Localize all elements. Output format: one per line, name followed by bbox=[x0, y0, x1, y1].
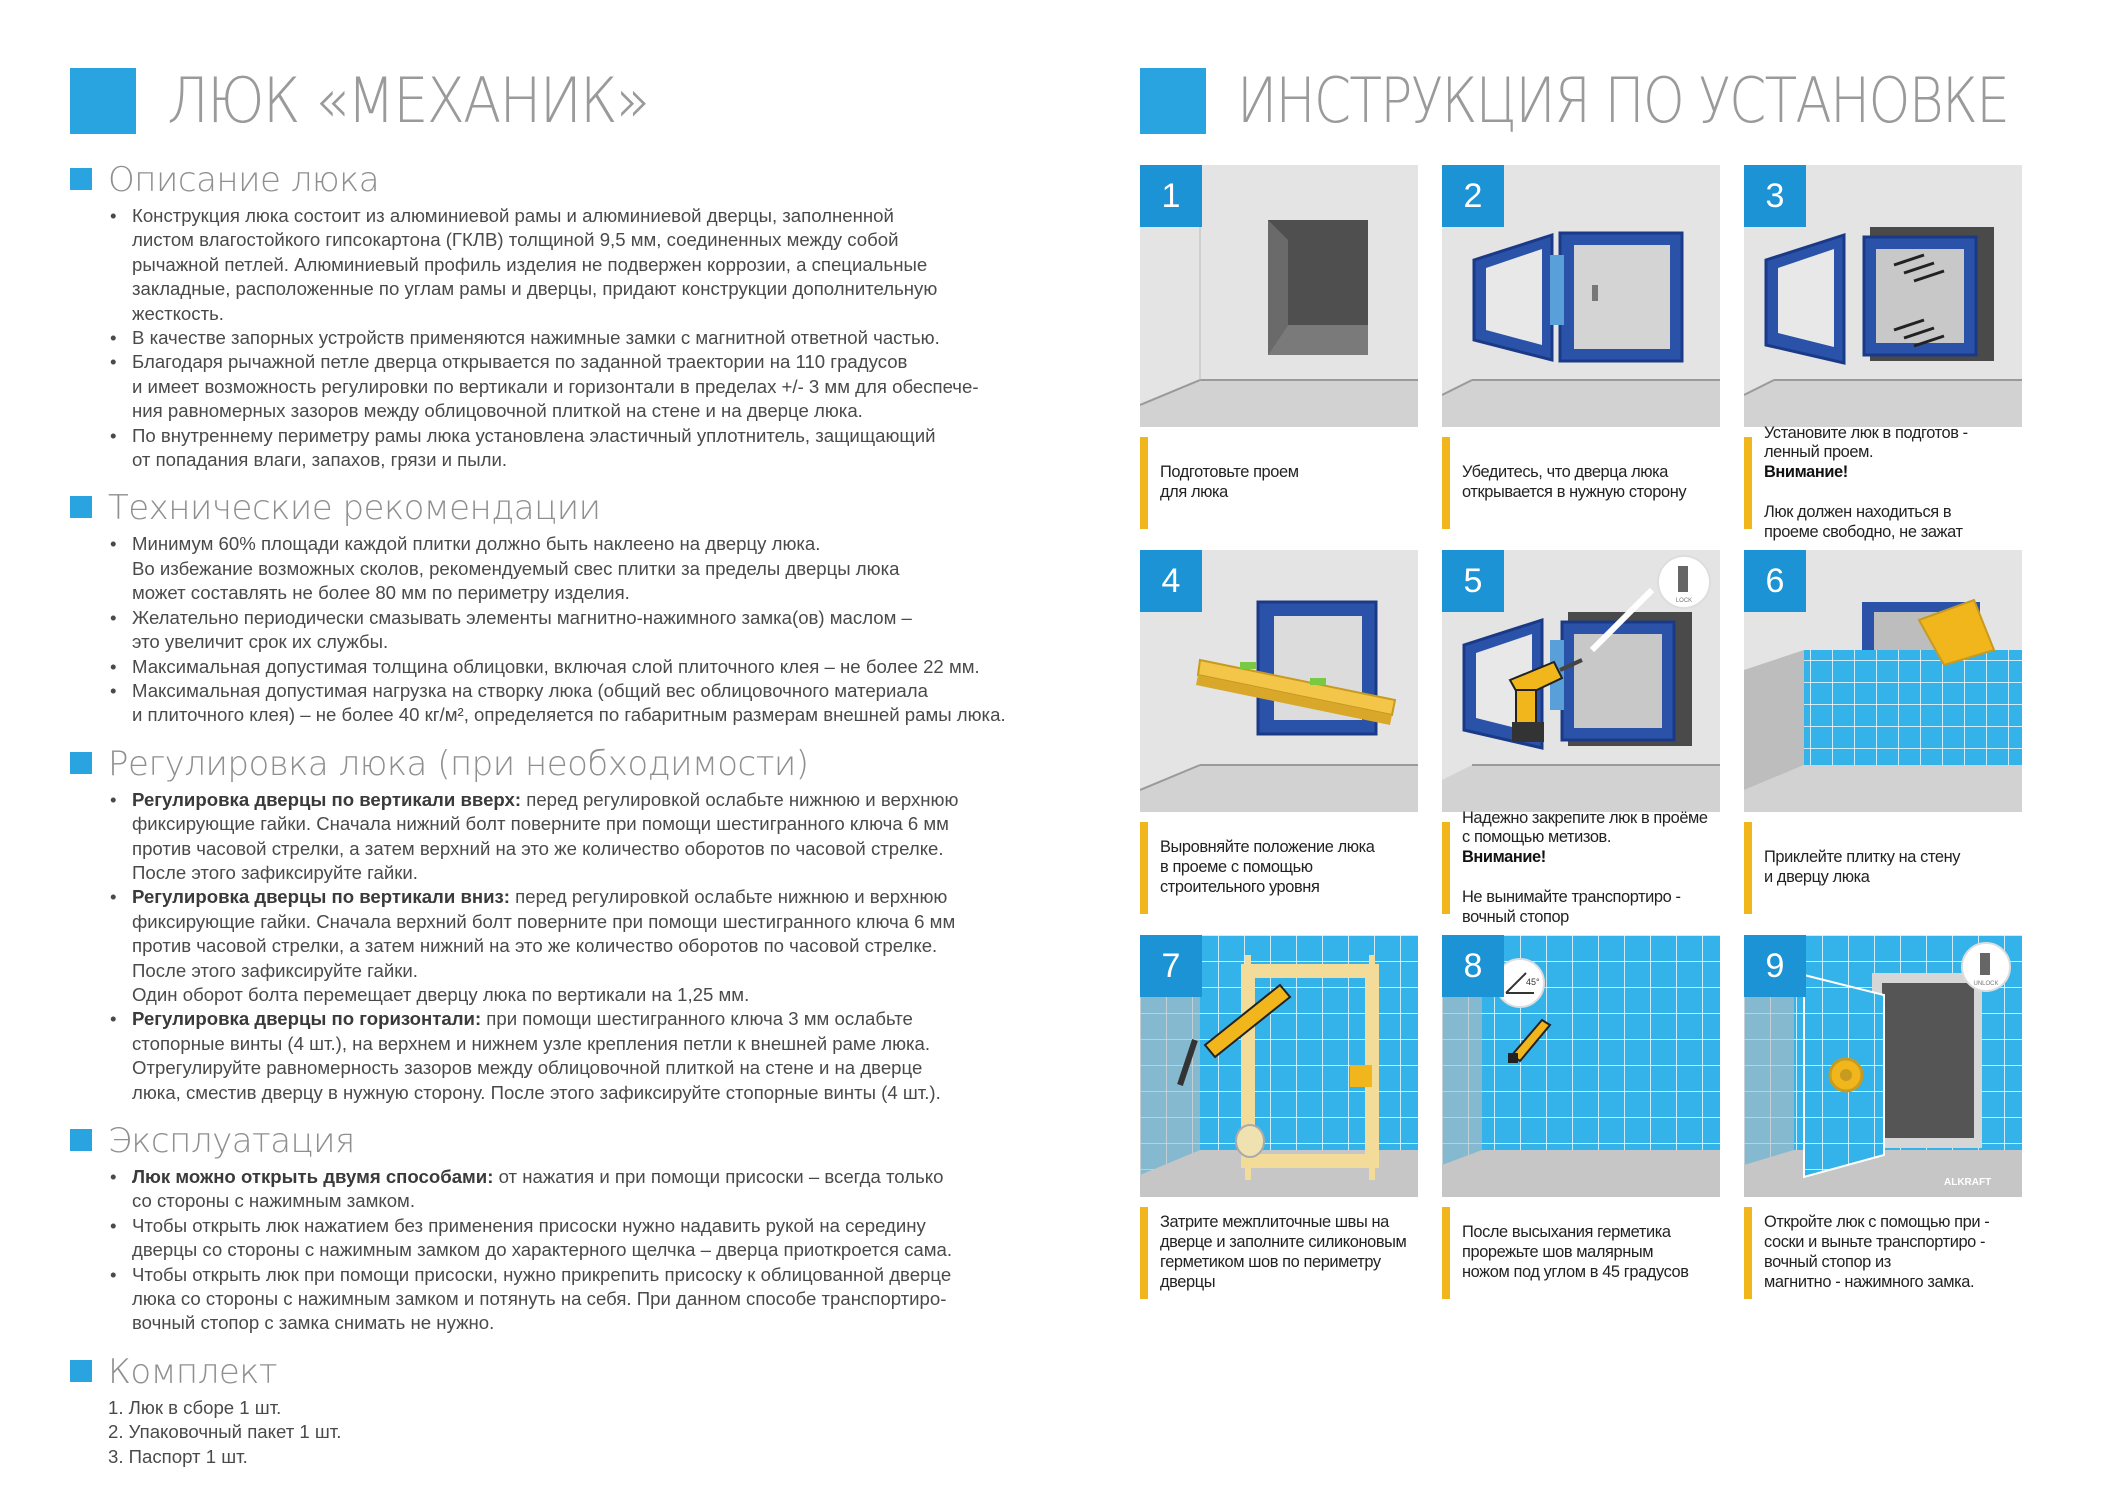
list-item-text: от нажатия и при помощи присоски – всегда только bbox=[493, 1166, 944, 1187]
step-number: 6 bbox=[1744, 550, 1806, 612]
list-line bbox=[132, 1263, 1050, 1287]
list-line bbox=[132, 885, 1050, 909]
step-caption bbox=[1442, 1207, 1720, 1299]
section-title: Регулировка люка (при необходимости) bbox=[108, 743, 809, 784]
section-heading bbox=[70, 1350, 1050, 1396]
left-page-header bbox=[70, 64, 1070, 137]
step-caption bbox=[1442, 437, 1720, 529]
list-line: • Максимальная допустимая нагрузка на створку люка (общий вес облицовочного материала bbox=[132, 679, 928, 701]
list-item bbox=[108, 424, 1050, 473]
section-square-icon bbox=[70, 496, 92, 518]
section-square-icon bbox=[70, 752, 92, 774]
list-item bbox=[108, 606, 1050, 655]
kit-item: 2. Упаковочный пакет 1 шт. bbox=[108, 1421, 342, 1443]
list-line bbox=[132, 1007, 1050, 1031]
unlock-label: UNLOCK bbox=[1973, 981, 1999, 987]
list-line: После этого зафиксируйте гайки. bbox=[132, 959, 418, 981]
section-heading bbox=[70, 1119, 1050, 1165]
list-item-text: перед регулировкой ослабьте нижнюю и верхнюю bbox=[521, 788, 959, 810]
adjust-list bbox=[70, 788, 1050, 1105]
section-kit bbox=[70, 1350, 1050, 1470]
list-line bbox=[132, 788, 1050, 812]
step-caption bbox=[1140, 1207, 1418, 1299]
section-heading bbox=[70, 742, 1050, 788]
list-line: жесткость. bbox=[132, 302, 224, 324]
list-item-text: Чтобы открыть люк при помощи присоски, нужно прикрепить присоску к облицованной дверце bbox=[132, 1263, 952, 1285]
list-line: • Максимальная допустимая толщина облицовки, включая слой плиточного клея – не более 22 мм. bbox=[132, 655, 980, 677]
step-caption-text: Подготовьте проем для люка bbox=[1160, 463, 1299, 501]
list-item bbox=[108, 532, 1050, 605]
list-line: ния равномерных зазоров между облицовочной плиткой на стене и на дверце люка. bbox=[132, 400, 863, 422]
section-usage bbox=[70, 1119, 1050, 1336]
tech-list bbox=[70, 532, 1050, 727]
list-line: и имеет возможность регулировки по вертикали и горизонтали в пределах +/- 3 мм для обеспече- bbox=[132, 375, 979, 397]
section-title: Описание люка bbox=[108, 160, 380, 200]
list-line: листом влагостойкого гипсокартона (ГКЛВ) толщиной 9,5 мм, соединенных между собой bbox=[132, 229, 899, 251]
step-caption bbox=[1442, 808, 1720, 926]
list-item bbox=[108, 1165, 1050, 1214]
list-line: фиксирующие гайки. Сначала нижний болт поверните при помощи шестигранного ключа 6 мм bbox=[132, 813, 949, 835]
step-caption-text: Затрите межплиточные швы на дверце и заполните силиконовым герметиком шов по периметру дверцы bbox=[1160, 1213, 1407, 1291]
lock-label: LOCK bbox=[1675, 598, 1693, 604]
step-caption-text: Надежно закрепите люк в проёме с помощью метизов. Внимание! Не вынимайте транспортиро - вочный стопор bbox=[1462, 808, 1708, 926]
list-item-text: при помощи шестигранного ключа 3 мм ослабьте bbox=[481, 1008, 913, 1030]
list-item-text: перед регулировкой ослабьте нижнюю и верхнюю bbox=[510, 886, 948, 908]
header-square-icon bbox=[1140, 68, 1206, 134]
step-caption-text: Выровняйте положение люка в проеме с помощью строительного уровня bbox=[1160, 838, 1375, 896]
section-description bbox=[70, 158, 1050, 472]
list-item-bold-lead: Регулировка дверцы по вертикали вверх: bbox=[132, 788, 522, 810]
list-line: вочный стопор с замка снимать не нужно. bbox=[132, 1312, 495, 1334]
list-item-bold-lead: Люк можно открыть двумя способами: bbox=[132, 1166, 494, 1187]
list-item bbox=[108, 1263, 1050, 1336]
brand-logo-text: ALKRAFT bbox=[1944, 1177, 1992, 1188]
list-item bbox=[108, 350, 1050, 423]
step-number: 3 bbox=[1744, 165, 1806, 227]
list-line: • В качестве запорных устройств применяются нажимные замки с магнитной ответной частью. bbox=[132, 327, 940, 349]
step-number: 7 bbox=[1140, 935, 1202, 997]
list-line: это увеличит срок их службы. bbox=[132, 631, 389, 653]
list-line: фиксирующие гайки. Сначала верхний болт поверните при помощи шестигранного ключа 6 мм bbox=[132, 910, 956, 932]
step-number: 1 bbox=[1140, 165, 1202, 227]
description-column bbox=[70, 158, 1050, 1470]
step-caption bbox=[1140, 822, 1418, 914]
list-line: • Желательно периодически смазывать элементы магнитно-нажимного замка(ов) маслом – bbox=[132, 606, 912, 628]
list-item bbox=[108, 204, 1050, 326]
list-line: Во избежание возможных сколов, рекомендуемый свес плитки за пределы дверцы люка bbox=[132, 557, 900, 579]
section-tech bbox=[70, 486, 1050, 727]
list-line: дверцы со стороны с нажимным замком до характерного щелчка – дверца приоткроется сама. bbox=[132, 1239, 953, 1261]
list-item-text: Чтобы открыть люк нажатием без применения присоски нужно надавить рукой на середину bbox=[132, 1214, 926, 1236]
list-item bbox=[108, 1214, 1050, 1263]
list-item bbox=[108, 326, 1050, 350]
kit-list bbox=[70, 1396, 1050, 1470]
step-caption bbox=[1140, 437, 1418, 529]
list-line: закладные, расположенные по углам рамы и дверцы, придают конструкции дополнительную bbox=[132, 278, 938, 300]
list-line: от попадания влаги, запахов, грязи и пыли. bbox=[132, 449, 508, 471]
list-item-bold-lead: Регулировка дверцы по вертикали вниз: bbox=[132, 886, 510, 908]
angle-label: 45° bbox=[1526, 977, 1540, 987]
list-item-bold-lead: Регулировка дверцы по горизонтали: bbox=[132, 1008, 482, 1030]
instructions-title: ИНСТРУКЦИЯ ПО УСТАНОВКЕ bbox=[1237, 64, 2009, 137]
section-title: Комплект bbox=[108, 1351, 278, 1392]
list-line: После этого зафиксируйте гайки. bbox=[132, 861, 418, 883]
kit-item: 3. Паспорт 1 шт. bbox=[108, 1446, 248, 1468]
list-line: против часовой стрелки, а затем верхний на это же количество оборотов по часовой стрелке. bbox=[132, 837, 944, 859]
section-heading bbox=[70, 486, 1050, 532]
product-title: ЛЮК «МЕХАНИК» bbox=[167, 64, 649, 137]
step-number: 4 bbox=[1140, 550, 1202, 612]
step-caption bbox=[1744, 1207, 2022, 1299]
list-line: со стороны с нажимным замком. bbox=[132, 1190, 415, 1212]
header-square-icon bbox=[70, 68, 136, 134]
step-number: 8 bbox=[1442, 935, 1504, 997]
step-caption-text: Установите люк в подготов - ленный проем. Внимание! Люк должен находиться в проеме свободно, не зажат bbox=[1764, 423, 1968, 541]
step-number: 5 bbox=[1442, 550, 1504, 612]
step-caption bbox=[1744, 822, 2022, 914]
list-line: • Конструкция люка состоит из алюминиевой рамы и алюминиевой дверцы, заполненной bbox=[132, 205, 894, 226]
description-list bbox=[70, 204, 1050, 472]
section-square-icon bbox=[70, 1129, 92, 1151]
list-line: против часовой стрелки, а затем нижний на это же количество оборотов по часовой стрелке. bbox=[132, 935, 938, 957]
section-title: Технические рекомендации bbox=[108, 488, 601, 529]
list-line: может составлять не более 80 мм по периметру изделия. bbox=[132, 582, 630, 604]
list-line: Отрегулируйте равномерность зазоров между облицовочной плиткой на стене и на дверце bbox=[132, 1057, 923, 1079]
list-item bbox=[108, 679, 1050, 728]
section-square-icon bbox=[70, 168, 92, 190]
list-line: • Минимум 60% площади каждой плитки должно быть наклеено на дверцу люка. bbox=[132, 533, 821, 555]
section-square-icon bbox=[70, 1360, 92, 1382]
step-caption-text: Откройте люк с помощью при - соски и выньте транспортиро - вочный стопор из магнитно - нажимного замка. bbox=[1764, 1213, 1990, 1291]
step-caption-text: После высыхания герметика прорежьте шов малярным ножом под углом в 45 градусов bbox=[1462, 1223, 1689, 1281]
step-caption-text: Убедитесь, что дверца люка открывается в нужную сторону bbox=[1462, 463, 1687, 501]
list-item bbox=[108, 885, 1050, 1007]
section-title: Эксплуатация bbox=[108, 1121, 355, 1161]
list-line: • По внутреннему периметру рамы люка установлена эластичный уплотнитель, защищающий bbox=[132, 424, 936, 446]
list-item bbox=[108, 1007, 1050, 1105]
right-page-header bbox=[1140, 64, 2080, 137]
list-item bbox=[108, 788, 1050, 886]
list-line bbox=[132, 1165, 1050, 1189]
list-line: и плиточного клея) – не более 40 кг/м², определяется по габаритным размерам внешней рамы люка. bbox=[132, 704, 1006, 726]
list-line: Один оборот болта перемещает дверцу люка по вертикали на 1,25 мм. bbox=[132, 983, 750, 1005]
section-adjust bbox=[70, 742, 1050, 1105]
list-line: люка со стороны с нажимным замком и потянуть на себя. При данном способе транспортиро- bbox=[132, 1288, 947, 1310]
list-line: • Благодаря рычажной петле дверца открывается по заданной траектории на 110 градусов bbox=[132, 351, 908, 373]
kit-item: 1. Люк в сборе 1 шт. bbox=[108, 1396, 282, 1418]
step-caption bbox=[1744, 423, 2022, 541]
section-heading bbox=[70, 158, 1050, 204]
step-caption-text: Приклейте плитку на стену и дверцу люка bbox=[1764, 848, 1961, 886]
step-number: 9 bbox=[1744, 935, 1806, 997]
installation-steps-grid bbox=[1140, 165, 2020, 1305]
usage-list bbox=[70, 1165, 1050, 1336]
list-line bbox=[132, 1214, 1050, 1238]
list-item bbox=[108, 655, 1050, 679]
list-line: люка, сместив дверцу в нужную сторону. После этого зафиксируйте стопорные винты (4 шт.). bbox=[132, 1081, 941, 1103]
step-number: 2 bbox=[1442, 165, 1504, 227]
list-line: стопорные винты (4 шт.), на верхнем и нижнем узле крепления петли к внешней раме люка. bbox=[132, 1032, 931, 1054]
list-line: рычажной петлей. Алюминиевый профиль изделия не подвержен коррозии, а специальные bbox=[132, 253, 928, 275]
